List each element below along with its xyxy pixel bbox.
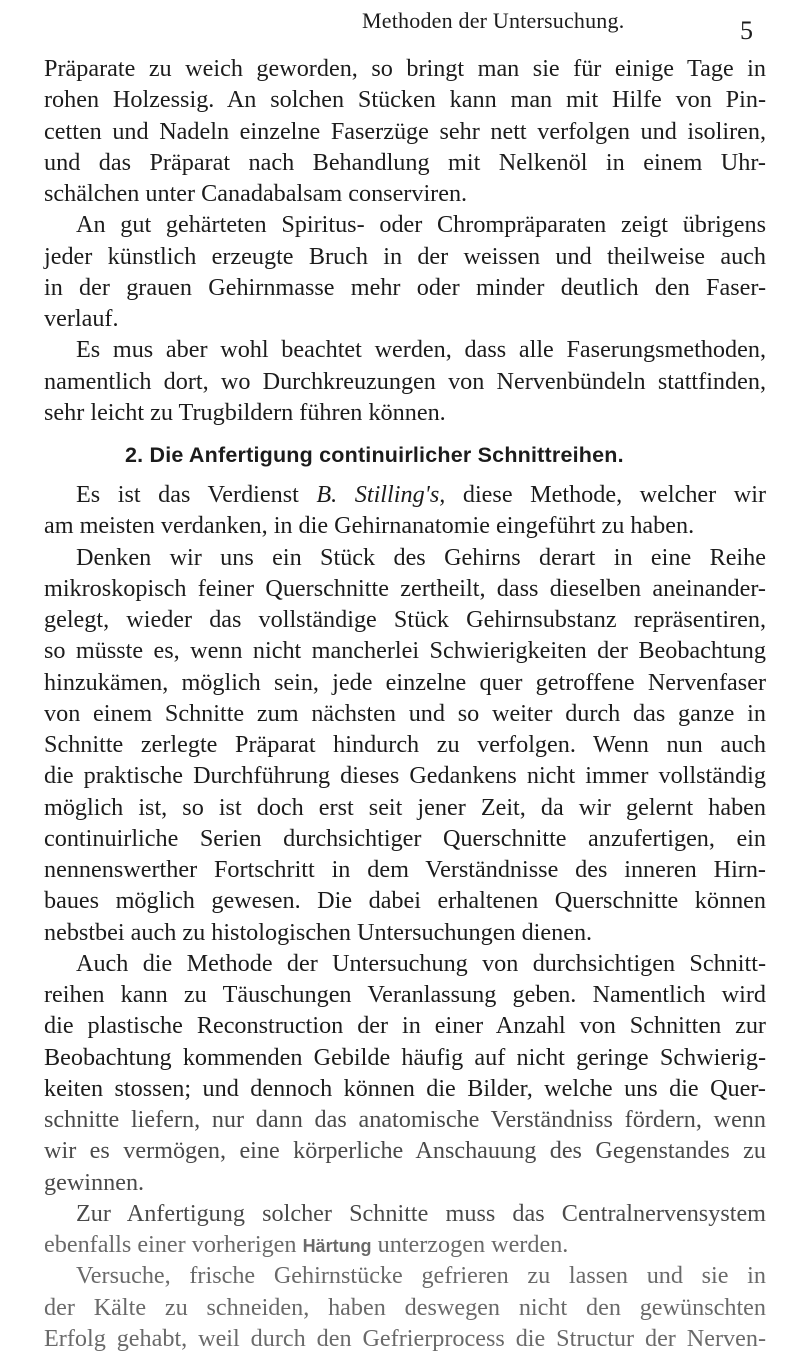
text-line: Auch die Methode der Untersuchung von durchsichtigen Schnitt- [76, 949, 766, 977]
text-line: und das Präparat nach Behandlung mit Nelkenöl in einem Uhr- [44, 148, 766, 176]
text-line: Beobachtung kommenden Gebilde häufig auf nicht geringe Schwierig- [44, 1043, 766, 1071]
text-line: gewinnen. [44, 1168, 145, 1196]
text-line: Präparate zu weich geworden, so bringt man sie für einige Tage in [44, 55, 766, 82]
text-line: wir es vermögen, eine körperliche Anschauung des Gegenstandes zu [44, 1137, 766, 1165]
text-line: baues möglich gewesen. Die dabei erhaltenen Querschnitte können [44, 887, 766, 915]
text-line: gelegt, wieder das vollständige Stück Gehirnsubstanz repräsentiren, [44, 606, 766, 633]
text-fragment: Es ist das Verdienst [76, 481, 299, 508]
text-line: reihen kann zu Täuschungen Veranlassung geben. Namentlich wird [44, 981, 766, 1008]
text-line: Schnitte zerlegte Präparat hindurch zu verfolgen. Wenn nun auch [44, 731, 766, 758]
text-line: so müsste es, wenn nicht mancherlei Schwierigkeiten der Beobachtung [44, 637, 766, 665]
text-line: hinzukämen, möglich sein, jede einzelne quer getroffene Nervenfaser [44, 668, 766, 696]
text-line: cetten und Nadeln einzelne Faserzüge sehr nett verfolgen und isoliren, [44, 117, 766, 145]
paragraph-6 [44, 948, 766, 1198]
text-line: der Kälte zu schneiden, haben deswegen nicht den gewünschten [44, 1293, 766, 1321]
text-line: An gut gehärteten Spiritus- oder Chrompräparaten zeigt übrigens [76, 211, 766, 239]
text-line: Denken wir uns ein Stück des Gehirns derart in eine Reihe [76, 543, 766, 571]
text-line [44, 479, 766, 510]
paragraph-5 [44, 542, 766, 948]
text-line: Erfolg gehabt, weil durch den Gefrierprocess die Structur der Nerven- [44, 1324, 766, 1352]
emphasized-term: Härtung [302, 1236, 372, 1256]
paragraph-3 [44, 334, 766, 428]
text-body [44, 53, 766, 1354]
text-line: nennenswerther Fortschritt in dem Verständnisse des inneren Hirn- [44, 856, 766, 883]
text-line: sehr leicht zu Trugbildern führen können. [44, 398, 446, 426]
text-line: verlauf. [44, 305, 119, 332]
text-line: nebstbei auch zu histologischen Untersuchungen dienen. [44, 918, 593, 946]
text-line: Es mus aber wohl beachtet werden, dass alle Faserungsmethoden, [76, 336, 766, 364]
paragraph-7 [44, 1198, 766, 1261]
text-line: schnitte liefern, nur dann das anatomische Verständniss fördern, wenn [44, 1106, 766, 1133]
page-number: 5 [740, 16, 753, 45]
text-line: die praktische Durchführung dieses Gedankens nicht immer vollständig [44, 762, 766, 790]
text-fragment: unterzogen werden. [377, 1231, 569, 1258]
running-head-title: Methoden der Untersuchung. [362, 8, 625, 33]
author-name: B. Stilling's, [316, 481, 446, 508]
section-heading: 2. Die Anfertigung continuirlicher Schnittreihen. [125, 443, 624, 467]
paragraph-8 [44, 1260, 766, 1354]
running-head [0, 8, 800, 45]
text-fragment: ebenfalls einer vorherigen [44, 1231, 297, 1258]
text-line [44, 1229, 766, 1260]
text-fragment: diese Methode, welcher wir [462, 481, 767, 508]
text-line: am meisten verdanken, in die Gehirnanatomie eingeführt zu haben. [44, 512, 695, 540]
text-line: mikroskopisch feiner Querschnitte zertheilt, dass dieselben aneinander- [44, 574, 766, 602]
text-line: Zur Anfertigung solcher Schnitte muss das Centralnervensystem [76, 1199, 766, 1227]
text-line: jeder künstlich erzeugte Bruch in der weissen und theilweise auch [44, 242, 766, 270]
text-line: keiten stossen; und dennoch können die Bilder, welche uns die Quer- [44, 1074, 766, 1102]
text-line: continuirliche Serien durchsichtiger Querschnitte anzufertigen, ein [44, 824, 766, 852]
text-line: von einem Schnitte zum nächsten und so weiter durch das ganze in [44, 699, 766, 727]
paragraph-1 [44, 53, 766, 209]
text-line: die plastische Reconstruction der in einer Anzahl von Schnitten zur [44, 1012, 766, 1040]
text-line: schälchen unter Canadabalsam conserviren. [44, 180, 468, 207]
text-line: rohen Holzessig. An solchen Stücken kann man mit Hilfe von Pin- [44, 86, 766, 114]
paragraph-2 [44, 209, 766, 334]
text-line: namentlich dort, wo Durchkreuzungen von Nervenbündeln stattfinden, [44, 367, 766, 395]
text-line: in der grauen Gehirnmasse mehr oder minder deutlich den Faser- [44, 273, 766, 301]
text-line: Versuche, frische Gehirnstücke gefrieren zu lassen und sie in [76, 1262, 766, 1290]
text-line: möglich ist, so ist doch erst seit jener Zeit, da wir gelernt haben [44, 793, 766, 821]
paragraph-4 [44, 479, 766, 542]
